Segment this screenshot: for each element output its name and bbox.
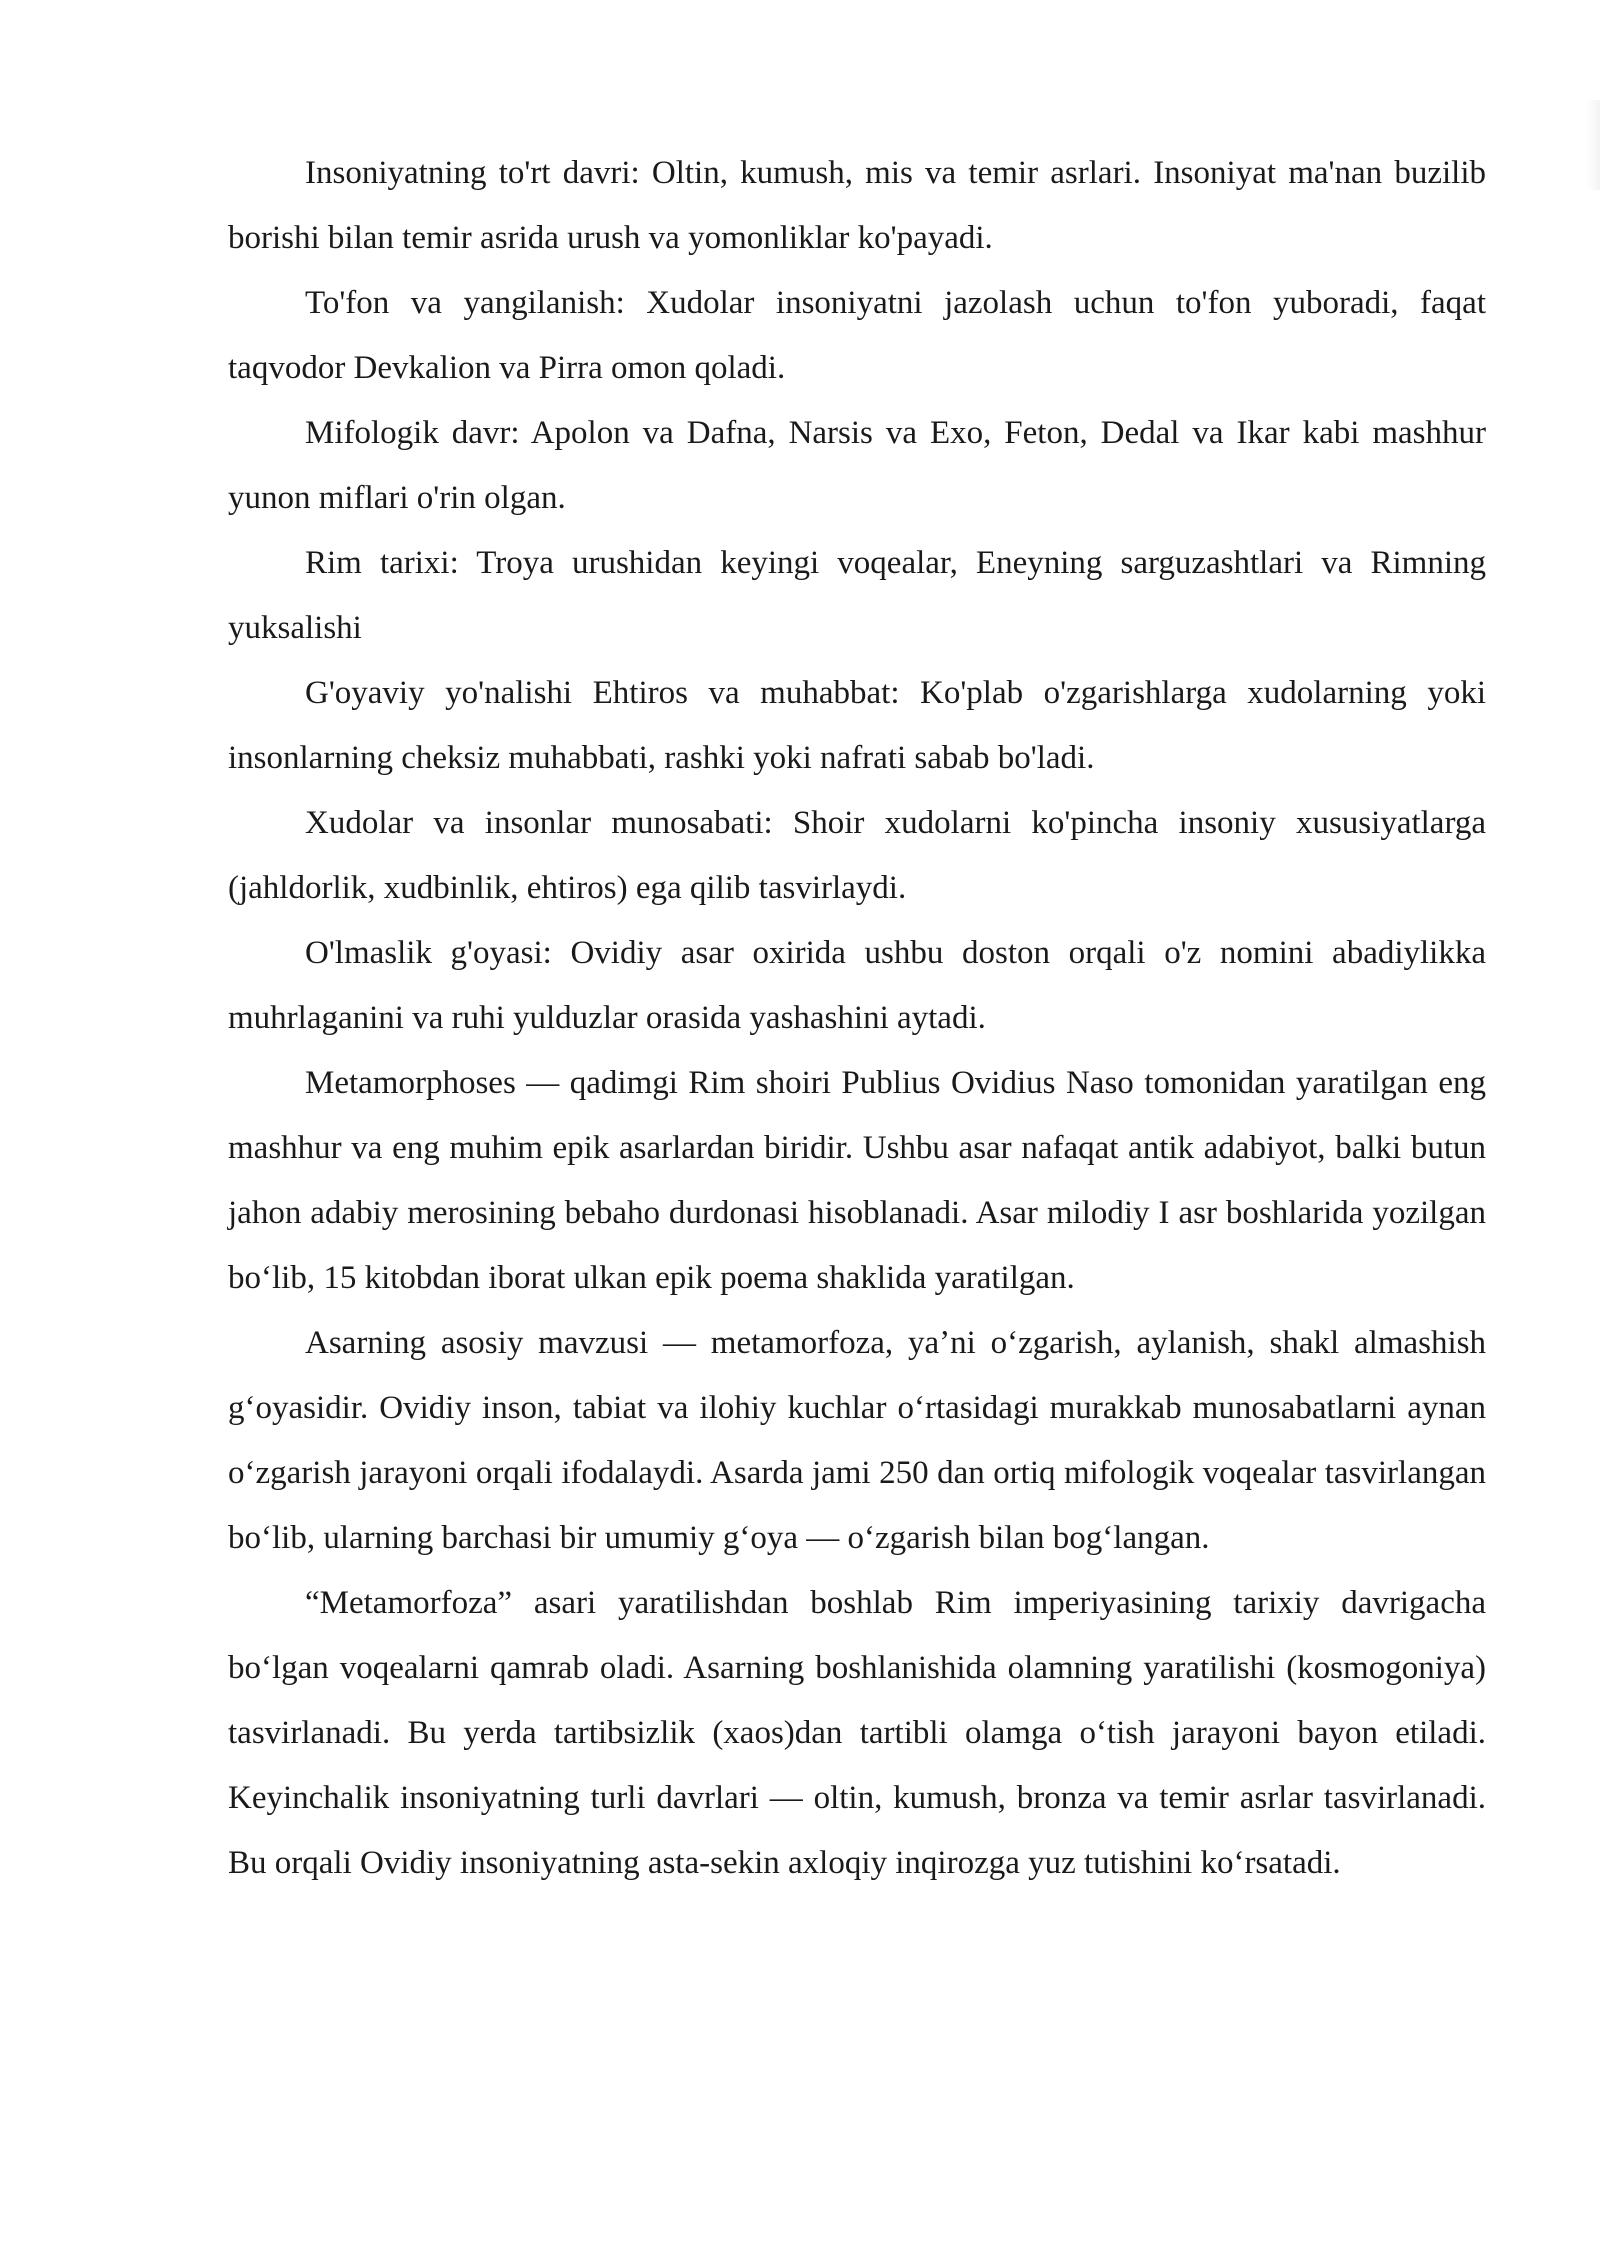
document-body <box>228 141 1486 1896</box>
paragraph-gods-humans: Xudolar va insonlar munosabati: Shoir xudolarni ko'pincha insoniy xususiyatlarga (jahldorlik, xudbinlik, ehtiros) ega qilib tasvirlaydi. <box>228 805 1486 906</box>
paragraph-passion-love: G'oyaviy yo'nalishi Ehtiros va muhabbat: Ko'plab o'zgarishlarga xudolarning yoki insonlarning cheksiz muhabbati, rashki yoki nafrati sabab bo'ladi. <box>228 675 1486 776</box>
paragraph-main-theme: Asarning asosiy mavzusi — metamorfoza, yaʼni oʻzgarish, aylanish, shakl almashish gʻoyasidir. Ovidiy inson, tabiat va ilohiy kuchlar oʻrtasidagi murakkab munosabatlarni aynan oʻzgarish jarayoni orqali ifodalaydi. Asarda jami 250 dan ortiq mifologik voqealar tasvirlangan boʻlib, ularning barchasi bir umumiy gʻoya — oʻzgarish bilan bogʻlangan. <box>228 1325 1486 1556</box>
paragraph-metamorphoses-intro: Metamorphoses — qadimgi Rim shoiri Publius Ovidius Naso tomonidan yaratilgan eng mashhur va eng muhim epik asarlardan biridir. Ushbu asar nafaqat antik adabiyot, balki butun jahon adabiy merosining bebaho durdonasi hisoblanadi. Asar milodiy I asr boshlarida yozilgan boʻlib, 15 kitobdan iborat ulkan epik poema shaklida yaratilgan. <box>228 1065 1486 1296</box>
paragraph-cosmogony: “Metamorfoza” asari yaratilishdan boshlab Rim imperiyasining tarixiy davrigacha boʻlgan voqealarni qamrab oladi. Asarning boshlanishida olamning yaratilishi (kosmogoniya) tasvirlanadi. Bu yerda tartibsizlik (xaos)dan tartibli olamga oʻtish jarayoni bayon etiladi. Keyinchalik insoniyatning turli davrlari — oltin, kumush, bronza va temir asrlar tasvirlanadi. Bu orqali Ovidiy insoniyatning asta-sekin axloqiy inqirozga yuz tutishini koʻrsatadi. <box>228 1585 1486 1881</box>
paragraph-four-ages: Insoniyatning to'rt davri: Oltin, kumush, mis va temir asrlari. Insoniyat ma'nan buzilib borishi bilan temir asrida urush va yomonliklar ko'payadi. <box>228 155 1486 256</box>
paragraph-mythological-period: Mifologik davr: Apolon va Dafna, Narsis va Exo, Feton, Dedal va Ikar kabi mashhur yunon miflari o'rin olgan. <box>228 415 1486 516</box>
paragraph-immortality: O'lmaslik g'oyasi: Ovidiy asar oxirida ushbu doston orqali o'z nomini abadiylikka muhrlaganini va ruhi yulduzlar orasida yashashini aytadi. <box>228 935 1486 1036</box>
paragraph-roman-history: Rim tarixi: Troya urushidan keyingi voqealar, Eneyning sarguzashtlari va Rimning yuksalishi <box>228 545 1486 646</box>
page-edge-shadow <box>1586 100 1600 190</box>
paragraph-flood: To'fon va yangilanish: Xudolar insoniyatni jazolash uchun to'fon yuboradi, faqat taqvodor Devkalion va Pirra omon qoladi. <box>228 285 1486 386</box>
